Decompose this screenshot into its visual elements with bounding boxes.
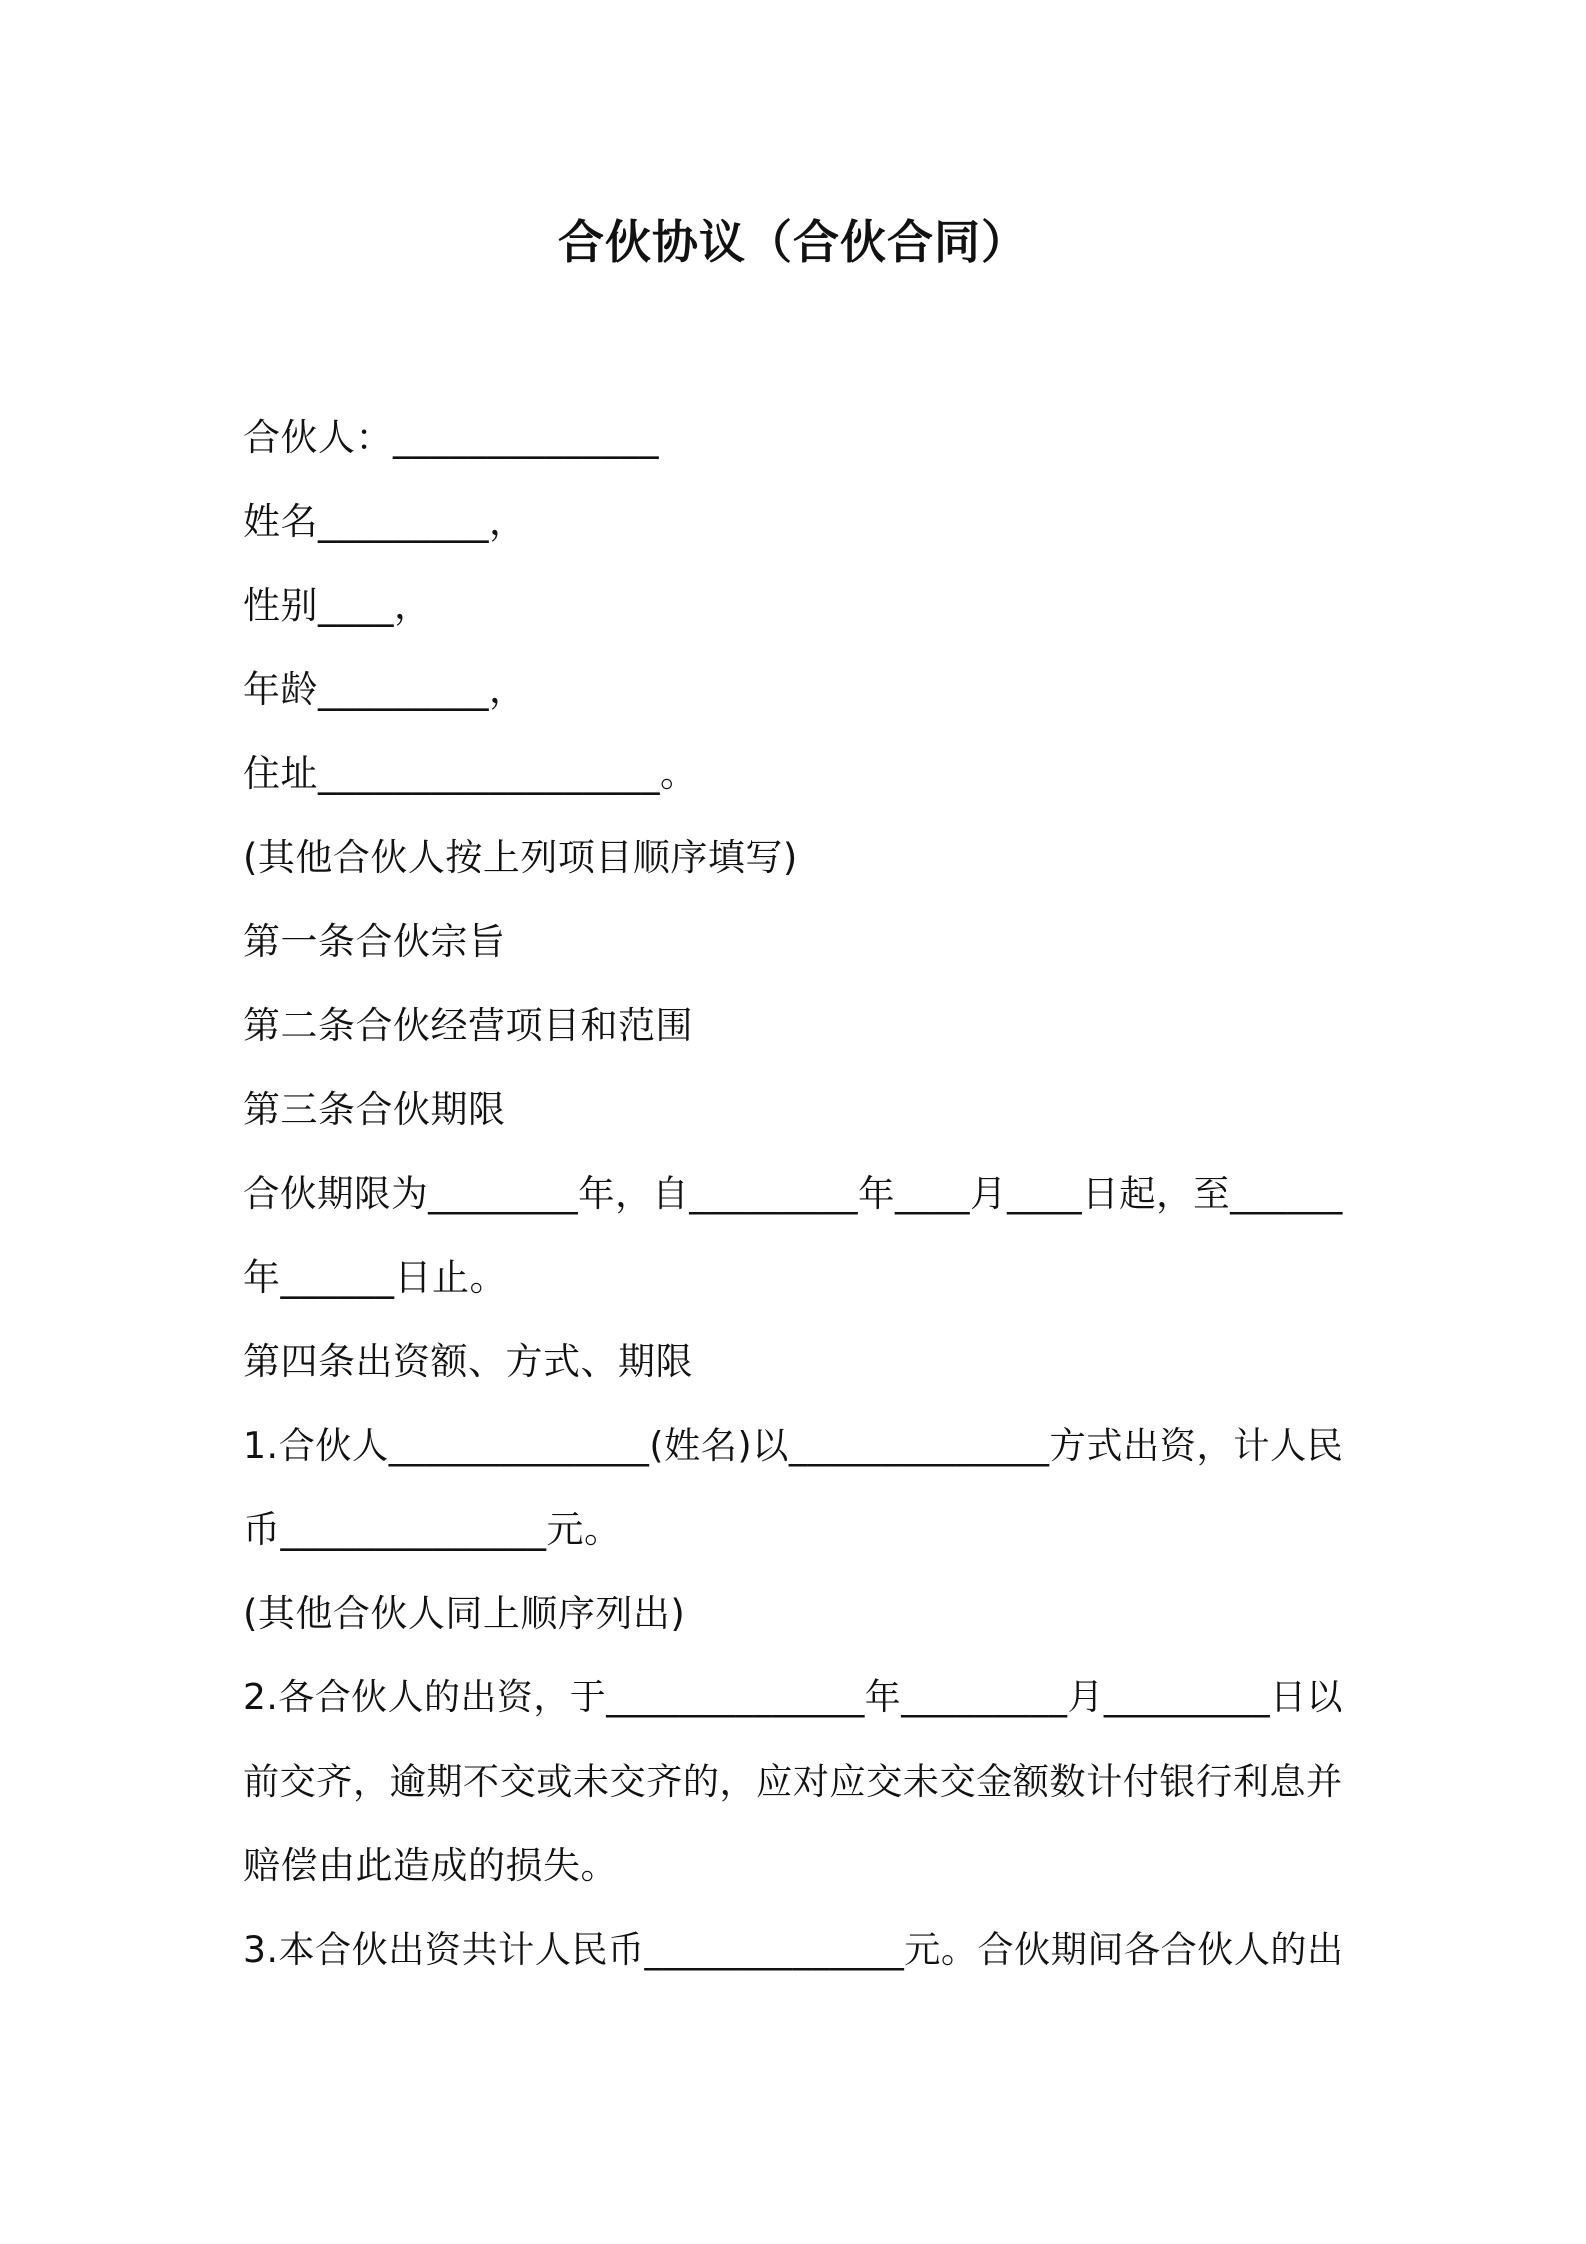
clause-3-line-1: 3.本合伙出资共计人民币______________元。合伙期间各合伙人的出 [243,1928,1344,1971]
clause-1-line-2: 币______________元。 [243,1508,622,1551]
clause-1-line-1: 1.合伙人______________(姓名)以______________方式出资，计人民 [243,1424,1344,1467]
clause-2-line-3: 赔偿由此造成的损失。 [243,1844,618,1887]
article-3-heading: 第三条合伙期限 [243,1088,506,1131]
gender-field-line: 性别____， [243,584,432,627]
age-field-line: 年龄_________， [243,668,527,711]
clause-2-line-2: 前交齐，逾期不交或未交齐的，应对应交未交金额数计付银行利息并 [243,1760,1343,1803]
clause-2-line-1: 2.各合伙人的出资，于______________年_________月_________日以 [243,1677,1343,1718]
address-field-line: 住址__________________。 [243,752,698,795]
name-field-line: 姓名_________， [243,500,527,543]
partner-label-line: 合伙人：______________ [243,416,659,459]
article-2-heading: 第二条合伙经营项目和范围 [243,1004,693,1047]
document-title: 合伙协议（合伙合同） [558,215,1028,269]
other-partners-list-note: (其他合伙人同上顺序列出) [243,1592,686,1635]
other-partners-note: (其他合伙人按上列项目顺序填写) [243,836,798,879]
article-1-heading: 第一条合伙宗旨 [243,920,506,963]
term-paragraph-line-2: 年______日止。 [243,1256,507,1299]
article-4-heading: 第四条出资额、方式、期限 [243,1340,693,1383]
term-paragraph-line-1: 合伙期限为________年，自_________年____月____日起，至______ [243,1172,1343,1215]
